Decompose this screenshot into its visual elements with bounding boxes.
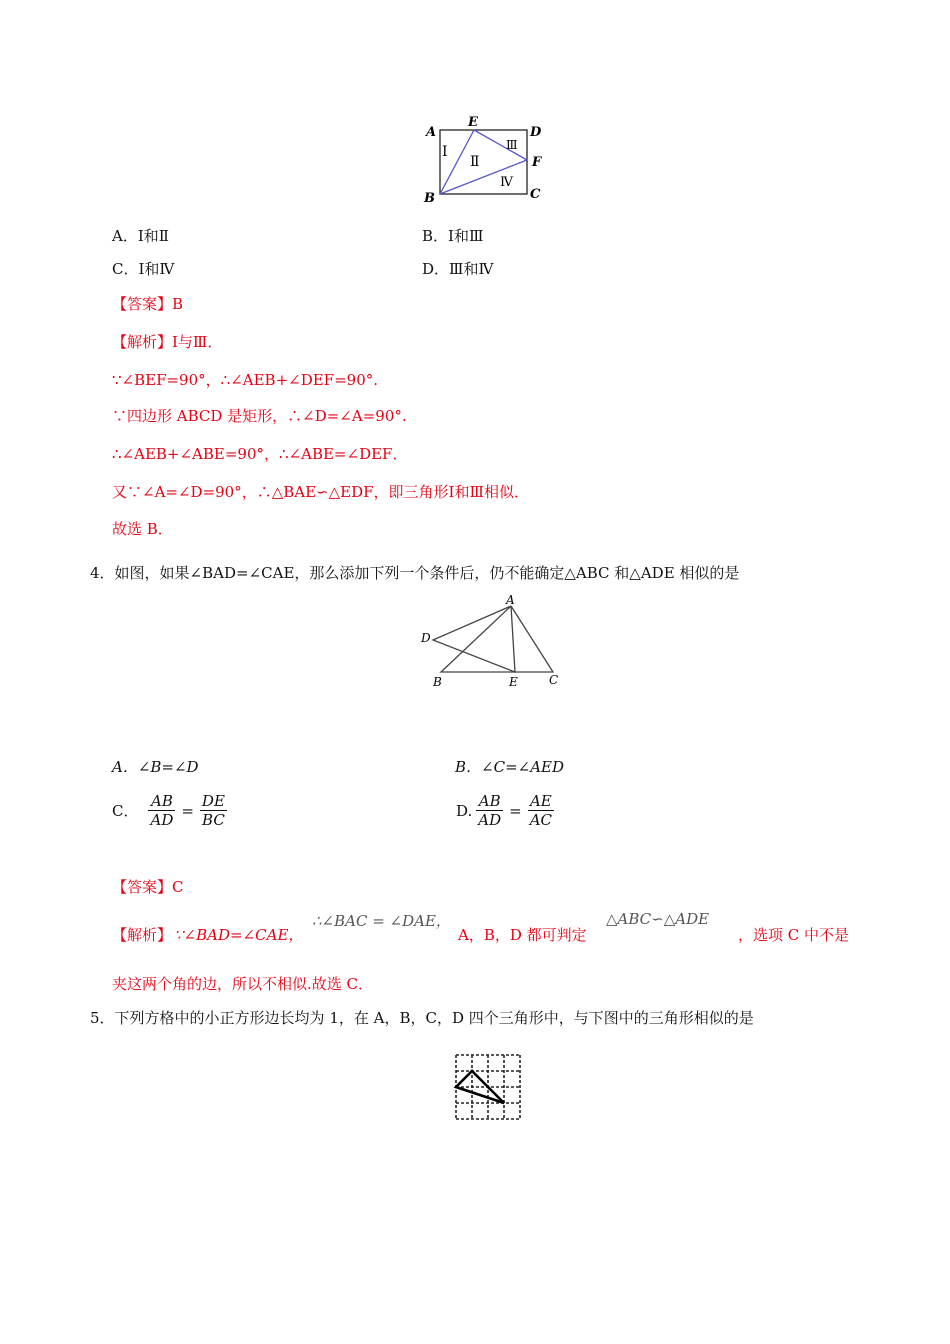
numerator: AB	[478, 792, 501, 810]
analysis-text: A，B，D 都可判定	[458, 926, 587, 944]
analysis-line: 夹这两个角的边，所以不相似.故选 C．	[112, 975, 374, 993]
option-d: D．Ⅲ和Ⅳ	[422, 260, 494, 278]
question-5-stem: 5．下列方格中的小正方形边长均为 1，在 A，B，C，D 四个三角形中，与下图中的三角形相似的是	[90, 1009, 754, 1027]
denominator: BC	[202, 811, 225, 829]
fraction	[200, 792, 227, 829]
option-c	[112, 792, 227, 829]
option-d-prefix: D.	[456, 801, 473, 820]
numerator: AE	[529, 792, 552, 810]
analysis-line: ∵∠BEF=90°，∴∠AEB+∠DEF=90°.	[112, 371, 379, 389]
label-f: F	[532, 155, 542, 170]
label-d: D	[421, 631, 431, 645]
region-3: Ⅲ	[506, 138, 518, 152]
equals-sign: =	[509, 801, 522, 820]
triangle-figure	[415, 592, 565, 690]
denominator: AD	[150, 811, 174, 829]
analysis-line: ∴∠AEB+∠ABE=90°，∴∠ABE=∠DEF．	[112, 445, 408, 463]
segment-ef	[474, 130, 527, 160]
label-a: A	[426, 125, 437, 140]
numerator: DE	[201, 792, 225, 810]
fraction	[528, 792, 554, 829]
segment-bf	[440, 160, 527, 194]
analysis-line: 又∵∠A=∠D=90°，∴△BAE∽△EDF，即三角形Ⅰ和Ⅲ相似．	[112, 483, 529, 501]
label-a: A	[506, 593, 515, 607]
option-b: B．Ⅰ和Ⅲ	[422, 227, 484, 245]
denominator: AD	[478, 811, 502, 829]
question-4-stem: 4．如图，如果∠BAD=∠CAE，那么添加下列一个条件后，仍不能确定△ABC 和△ADE 相似的是	[90, 564, 740, 582]
label-d: D	[530, 125, 542, 140]
equals-sign: =	[181, 801, 194, 820]
formula: △ABC∽△ADE	[606, 910, 710, 928]
grid-figure	[453, 1052, 523, 1122]
label-e: E	[468, 115, 478, 130]
answer: 【答案】C	[112, 878, 184, 896]
label-c: C	[549, 673, 559, 687]
region-1: Ⅰ	[442, 144, 448, 160]
label-b: B	[424, 191, 435, 206]
analysis-text: ∵∠BAD=∠CAE，	[174, 926, 304, 944]
fraction	[148, 792, 175, 829]
answer: 【答案】B	[112, 295, 184, 313]
option-a: A．∠B=∠D	[112, 758, 199, 776]
numerator: AB	[150, 792, 173, 810]
analysis-line: ∵四边形 ABCD 是矩形，∴∠D=∠A=90°.	[112, 407, 407, 425]
segment-be	[440, 130, 474, 194]
analysis-line	[112, 905, 892, 955]
region-4: Ⅳ	[500, 175, 513, 190]
analysis-label: 【解析】	[112, 926, 173, 944]
option-a: A．Ⅰ和Ⅱ	[112, 227, 169, 245]
option-c: C．Ⅰ和Ⅳ	[112, 260, 175, 278]
option-d	[456, 792, 554, 829]
label-c: C	[530, 187, 541, 202]
rectangle-figure	[418, 112, 552, 208]
option-c-prefix: C．	[112, 801, 139, 820]
region-2: Ⅱ	[470, 154, 480, 170]
denominator: AC	[529, 811, 553, 829]
fraction	[476, 792, 503, 829]
label-b: B	[433, 675, 442, 689]
triangle-ade	[433, 606, 515, 672]
analysis-line: 故选 B．	[112, 520, 173, 538]
formula: ∴∠BAC = ∠DAE，	[312, 912, 451, 930]
label-e: E	[509, 675, 518, 689]
option-b: B．∠C=∠AED	[455, 758, 565, 776]
analysis-text: ，选项 C 中不是	[738, 926, 850, 944]
analysis-line: 【解析】Ⅰ与Ⅲ．	[112, 333, 223, 351]
triangle-abc	[441, 606, 553, 672]
